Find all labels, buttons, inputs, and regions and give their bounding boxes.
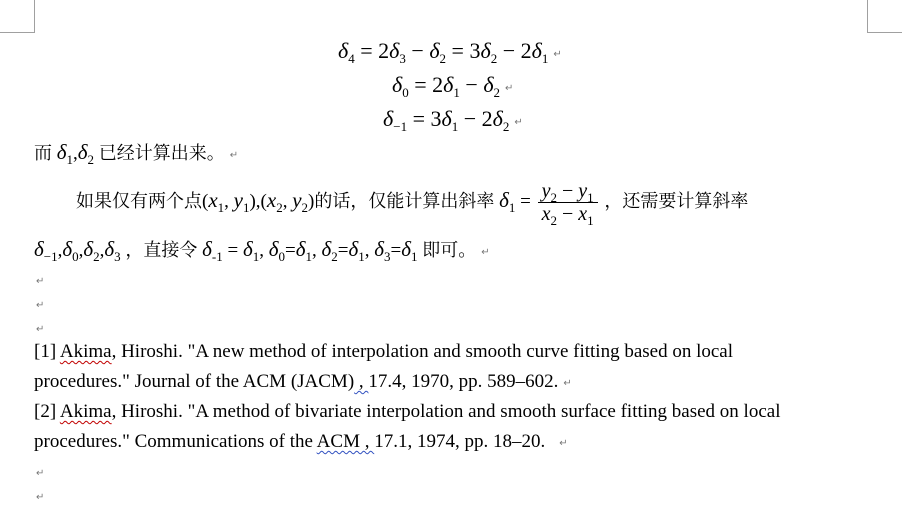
paragraph-mark-icon: ↵ <box>559 438 568 449</box>
text-run: 的话，仅能计算出斜率 <box>314 190 495 212</box>
paragraph-mark-icon: ↵ <box>36 468 45 479</box>
page-corner-mark-right <box>867 0 902 33</box>
reference-2-line-1 <box>34 397 780 427</box>
paragraph-computed-note: 而 $\delta_1,\delta_2$ 已经计算出来。 ↵ <box>34 140 239 167</box>
text-run: 而 <box>34 143 52 164</box>
text-run: [1] <box>34 341 60 362</box>
paragraph-mark-icon: ↵ <box>553 49 562 60</box>
grammar-mark[interactable]: ACM , <box>316 431 375 452</box>
slope-fraction: $\frac{y_2 - y_1}{x_2 - x_1}$ <box>538 180 598 225</box>
paragraph-mark-icon: ↵ <box>481 247 490 258</box>
paragraph-mark-icon: ↵ <box>36 324 45 335</box>
text-run: procedures." Communications of the <box>34 431 317 452</box>
paragraph-mark-icon: ↵ <box>36 300 45 311</box>
equation-text: $\delta_0 = 2\delta_1 - \delta_2$ <box>392 72 501 100</box>
text-run: ，直接令 <box>125 240 198 261</box>
paragraph-mark-icon: ↵ <box>229 150 239 161</box>
text-run: 已经计算出来。 <box>98 143 225 164</box>
paragraph-mark-icon: ↵ <box>514 117 523 128</box>
equation-text: $\delta_4 = 2\delta_3 - \delta_2 = 3\delta_2 - 2\delta_1$ <box>338 38 549 66</box>
text-run: , Hiroshi. "A method of bivariate interpolation and smooth surface fitting based on local <box>111 401 781 422</box>
paragraph-mark-icon: ↵ <box>505 83 514 94</box>
text-run: ，还需要计算斜率 <box>604 190 749 212</box>
equation-delta-minus-1 <box>383 106 523 136</box>
spellcheck-word[interactable]: Akima <box>59 341 112 362</box>
text-run: 17.1, 1974, pp. 18–20. <box>374 431 546 452</box>
text-run: 17.4, 1970, pp. 589–602. <box>368 371 559 392</box>
paragraph-mark-icon: ↵ <box>36 492 45 503</box>
spellcheck-word[interactable]: Akima <box>59 401 112 422</box>
grammar-mark[interactable]: , <box>354 371 369 392</box>
text-run: 如果仅有两个点 <box>76 190 202 212</box>
page-corner-mark-left <box>0 0 35 33</box>
equation-delta-4 <box>338 38 562 68</box>
text-run: 即可。 <box>422 240 477 261</box>
text-run: , Hiroshi. "A new method of interpolation and smooth curve fitting based on local <box>111 341 734 362</box>
equation-text: $\delta_{-1} = 3\delta_1 - 2\delta_2$ <box>383 106 510 134</box>
reference-2-line-2 <box>34 427 568 459</box>
paragraph-two-points: 如果仅有两个点($x_1$, $y_1),(x_2$, $y_2$)的话，仅能计算出斜率 $\delta_1$ = $\frac{y_2 - y_1}{x_2 - x_1}$ ，还需要计算斜率 <box>76 180 749 228</box>
paragraph-mark-icon: ↵ <box>36 276 45 287</box>
reference-1-line-2 <box>34 367 572 399</box>
text-run: [2] <box>34 401 60 422</box>
equation-delta-0 <box>392 72 513 102</box>
paragraph-direct-assign: $\delta_{-1},\delta_0,\delta_2,\delta_3$ ，直接令 $\delta_{-1} = \delta_1$, $\delta_0=\delta_1$, $\delta_2=\delta_1$, $\delta_3=\delta_1$ 即可。 ↵ <box>34 237 490 264</box>
reference-1-line-1 <box>34 337 733 367</box>
paragraph-mark-icon: ↵ <box>563 378 572 389</box>
text-run: procedures." Journal of the ACM (JACM) <box>34 371 355 392</box>
